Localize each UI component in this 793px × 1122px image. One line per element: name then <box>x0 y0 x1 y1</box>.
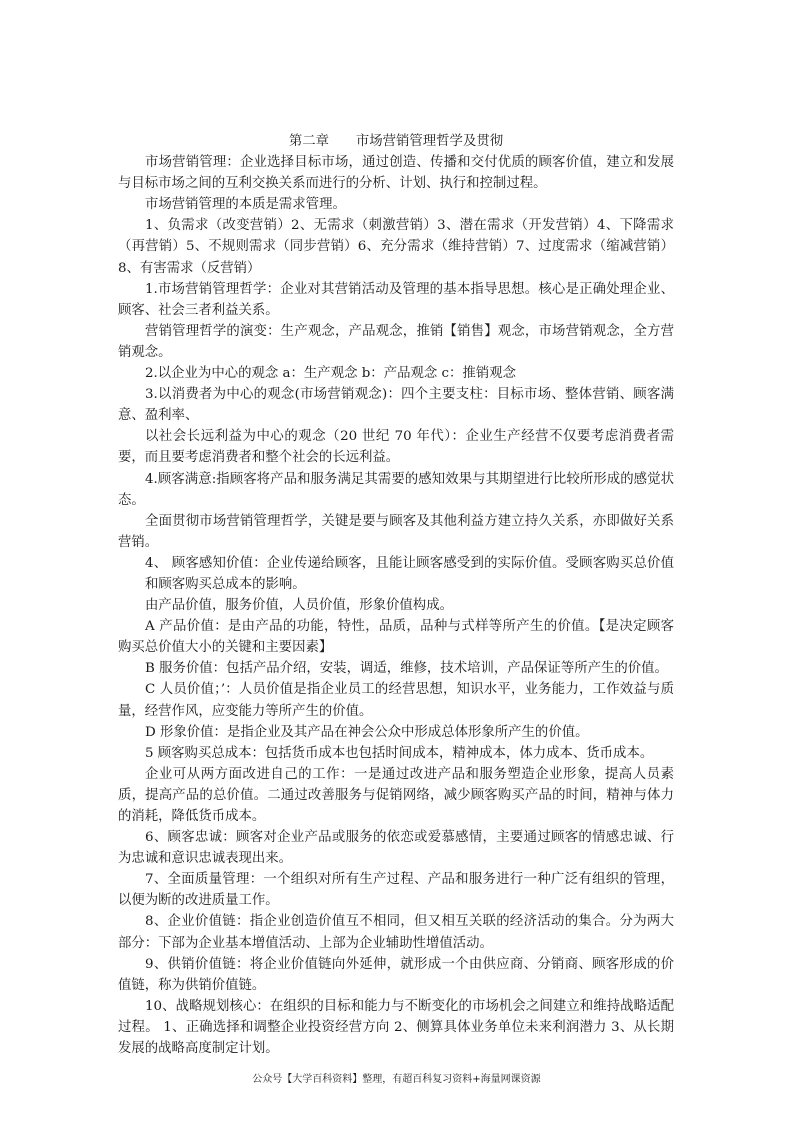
paragraph-value-chain: 8、企业价值链：指企业创造价值互不相同，但又相互关联的经济活动的集合。分为两大部分：下部为企业基本增值活动、上部为企业辅助性增值活动。 <box>118 914 674 951</box>
paragraph-philosophy: 1.市场营销管理哲学：企业对其营销活动及管理的基本指导思想。核心是正确处理企业、顾客、社会三者利益关系。 <box>118 281 674 318</box>
paragraph-tqm: 7、全面质量管理：一个组织对所有生产过程、产品和服务进行一种广泛有组织的管理，以便为断的改进质量工作。 <box>118 872 674 909</box>
paragraph-enterprise-centered: 2.以企业为中心的观念 a：生产观念 b：产品观念 c：推销观念 <box>145 366 516 382</box>
paragraph-personnel-value: C 人员价值；’：人员价值是指企业员工的经营思想，知识水平，业务能力，工作效益与质量，经营作风，应变能力等所产生的价值。 <box>118 682 674 719</box>
paragraph-strategic-planning: 10、战略规划核心：在组织的目标和能力与不断变化的市场机会之间建立和维持战略适配过程。 1、正确选择和调整企业投资经营方向 2、侧算具体业务单位未来利润潜力 3、从长期发展的战略高度制定计划。 <box>118 998 674 1057</box>
paragraph-supply-value-chain: 9、供销价值链：将企业价值链向外延伸，就形成一个由供应商、分销商、顾客形成的价值链，称为供销价值链。 <box>118 956 674 993</box>
paragraph-improvement: 企业可从两方面改进自己的工作：一是通过改进产品和服务塑造企业形象，提高人员素质，提高产品的总价值。二通过改善服务与促销网络，减少顾客购买产品的时间，精神与体力的消耗，降低货币成本。 <box>118 766 674 824</box>
paragraph-consumer-centered: 3.以消费者为中心的观念(市场营销观念)：四个主要支柱：目标市场、整体营销、顾客满意、盈利率、 <box>118 387 674 424</box>
chapter-title: 第二章 市场营销管理哲学及贯彻 <box>288 134 504 149</box>
document-body <box>118 131 674 1059</box>
paragraph-relationship-marketing: 全面贯彻市场营销管理哲学，关键是要与顾客及其他利益方建立持久关系，亦即做好关系营销。 <box>118 513 674 550</box>
paragraph-customer-satisfaction: 4.顾客满意:指顾客将产品和服务满足其需要的感知效果与其期望进行比较所形成的感觉状态。 <box>118 471 674 508</box>
paragraph-value-composition: 由产品价值，服务价值，人员价值，形象价值构成。 <box>145 598 453 614</box>
paragraph-evolution: 营销管理哲学的演变：生产观念，产品观念，推销【销售】观念，市场营销观念，全方营销观念。 <box>118 323 674 360</box>
paragraph-demand-types: 1、负需求（改变营销）2、无需求（刺激营销）3、潜在需求（开发营销）4、下降需求（再营销）5、不规则需求（同步营销）6、充分需求（维持营销）7、过度需求（缩减营销）8、有害需求（反营销） <box>118 218 674 276</box>
paragraph-service-value: B 服务价值：包括产品介绍，安装，调适，维修，技术培训，产品保证等所产生的价值。 <box>145 661 668 677</box>
paragraph-loyalty: 6、顾客忠诚：顾客对企业产品或服务的依恋或爱慕感情，主要通过顾客的情感忠诚、行为忠诚和意识忠诚表现出来。 <box>118 830 674 867</box>
paragraph-image-value: D 形象价值：是指企业及其产品在神会公众中形成总体形象所产生的价值。 <box>145 724 589 740</box>
paragraph-marketing-management: 市场营销管理：企业选择目标市场，通过创造、传播和交付优质的顾客价值，建立和发展与目标市场之间的互利交换关系而进行的分析、计划、执行和控制过程。 <box>118 155 674 192</box>
paragraph-total-cost: 5 顾客购买总成本：包括货币成本也包括时间成本，精神成本，体力成本、货币成本。 <box>145 745 654 761</box>
paragraph-society-centered: 以社会长远利益为中心的观念（20 世纪 70 年代）：企业生产经营不仅要考虑消费者需要，而且要考虑消费者和整个社会的长远利益。 <box>118 429 674 466</box>
paragraph-product-value: A 产品价值：是由产品的功能，特性，品质，品种与式样等所产生的价值。【是决定顾客购买总价值大小的关键和主要因素】 <box>118 619 674 656</box>
paragraph-perceived-value: 4、 顾客感知价值：企业传递给顾客，且能让顾客感受到的实际价值。受顾客购买总价值和顾客购买总成本的影响。 <box>145 555 674 592</box>
page-footer: 公众号【大学百科资料】整理，有超百科复习资料+海量网课资源 <box>252 1074 541 1085</box>
paragraph-essence: 市场营销管理的本质是需求管理。 <box>145 197 346 213</box>
